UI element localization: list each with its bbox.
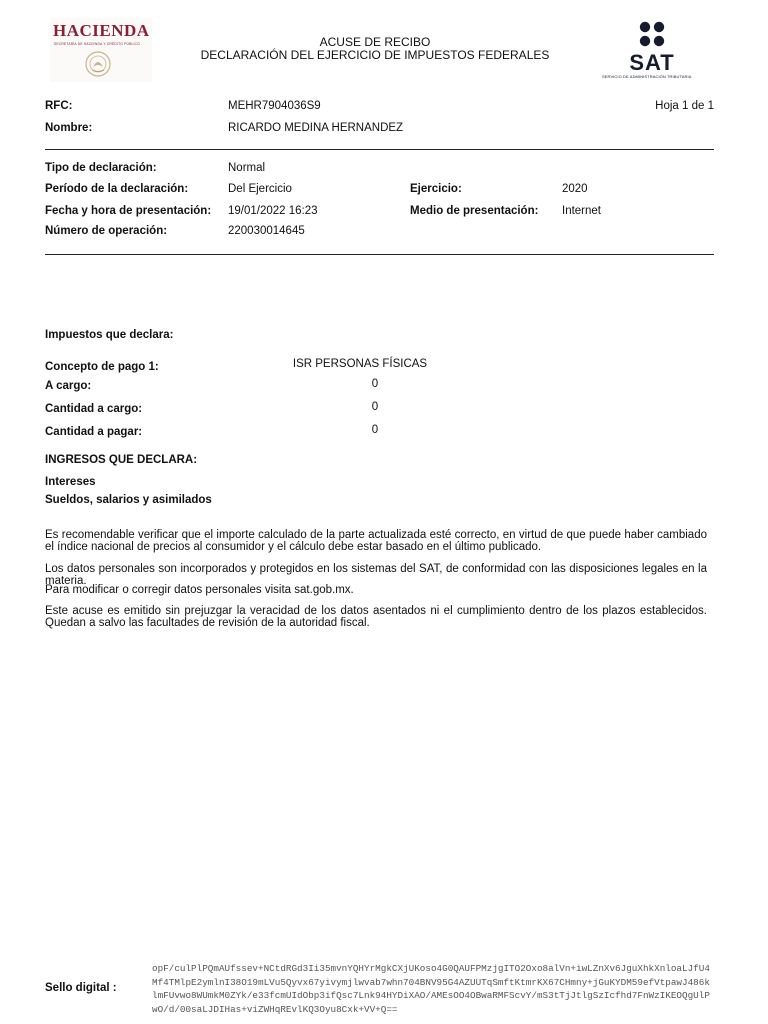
hacienda-logo-subtext: SECRETARÍA DE HACIENDA Y CRÉDITO PÚBLICO [54, 42, 140, 46]
sat-dots-icon [639, 21, 667, 49]
note-paragraph: Este acuse es emitido sin prejuzgar la veracidad de los datos asentados ni el cumplimiento dentro de los plazos establecidos. Quedan a salvo las facultades de revisión de la autoridad fiscal. [45, 605, 707, 629]
concept-label: Concepto de pago 1: [45, 361, 159, 373]
concept-value: ISR PERSONAS FÍSICAS [292, 358, 428, 370]
hacienda-logo [50, 18, 152, 82]
fiscal-year-label: Ejercicio: [410, 183, 462, 195]
datetime-value: 19/01/2022 16:23 [228, 205, 318, 217]
document-subtitle: DECLARACIÓN DEL EJERCICIO DE IMPUESTOS FEDERALES [200, 48, 550, 62]
divider [45, 149, 714, 150]
sat-logo-text: SAT [629, 50, 675, 75]
period-value: Del Ejercicio [228, 183, 292, 195]
amount-pay-label: Cantidad a pagar: [45, 426, 143, 438]
medium-value: Internet [562, 205, 601, 217]
amount-pay-value: 0 [371, 424, 379, 436]
income-heading: INGRESOS QUE DECLARA: [45, 454, 198, 466]
note-paragraph: Para modificar o corregir datos personales visita sat.gob.mx. [45, 584, 354, 596]
sat-logo [600, 18, 704, 82]
declaration-type-label: Tipo de declaración: [45, 162, 157, 174]
amount-charge-value: 0 [371, 401, 379, 413]
income-item: Sueldos, salarios y asimilados [45, 494, 212, 506]
eagle-emblem-icon [83, 49, 113, 79]
taxes-heading: Impuestos que declara: [45, 329, 174, 341]
medium-label: Medio de presentación: [410, 205, 539, 217]
name-label: Nombre: [45, 122, 93, 134]
rfc-label: RFC: [45, 100, 73, 112]
sat-logo-subtext: SERVICIO DE ADMINISTRACIÓN TRIBUTARIA [602, 74, 692, 79]
declaration-type-value: Normal [228, 162, 266, 174]
name-value: RICARDO MEDINA HERNANDEZ [228, 122, 404, 134]
hacienda-logo-text: HACIENDA [53, 21, 150, 40]
income-item: Intereses [45, 476, 96, 488]
period-label: Período de la declaración: [45, 183, 189, 195]
seal-label: Sello digital : [45, 982, 117, 994]
page-info: Hoja 1 de 1 [655, 100, 714, 112]
document-title: ACUSE DE RECIBO [319, 35, 431, 49]
note-paragraph: Los datos personales son incorporados y protegidos en los sistemas del SAT, de conformidad con las disposiciones legales en la materia. [45, 563, 707, 587]
fiscal-year-value: 2020 [562, 183, 588, 195]
charge-value: 0 [371, 378, 379, 390]
operation-label: Número de operación: [45, 225, 168, 237]
operation-value: 220030014645 [228, 225, 305, 237]
amount-charge-label: Cantidad a cargo: [45, 403, 143, 415]
divider [45, 254, 714, 255]
note-paragraph: Es recomendable verificar que el importe calculado de la parte actualizada esté correcto, en virtud de que puede haber cambiado el índice nacional de precios al consumidor y el cálculo debe estar basado en el último publicado. [45, 529, 707, 553]
datetime-label: Fecha y hora de presentación: [45, 205, 212, 217]
rfc-value: MEHR7904036S9 [228, 100, 321, 112]
seal-value: opF/culPlPQmAUfssev+NCtdRGd3Ii35mvnYQHYrMgkCXjUKoso4G0QAUFPMzjgITO2Oxo8alVn+iwLZnXv6JguXhkXnloaLJfU4Mf4TMlpE2ymlnI38O19mLVu5Qyvx67yivymjlwvab7whn704BNV95G4AZUUTqSmftKtmrKX67CHmny+jGuKYDM59efVtpawJ486klmFUvwo8WUmkM0ZYk/e33fcmUIdObp3ifQsc7Lnk94HYDiXAO/AMEsOO4OBwaRMFScvY/mS3tTjJtlgSzIcfhd7FnWzIKEOQgUlPwO/d/00saLJDIHas+viZWHqREvlKQ3Oyu8Cxk+VV+Q== [152, 963, 710, 1015]
charge-label: A cargo: [45, 380, 92, 392]
